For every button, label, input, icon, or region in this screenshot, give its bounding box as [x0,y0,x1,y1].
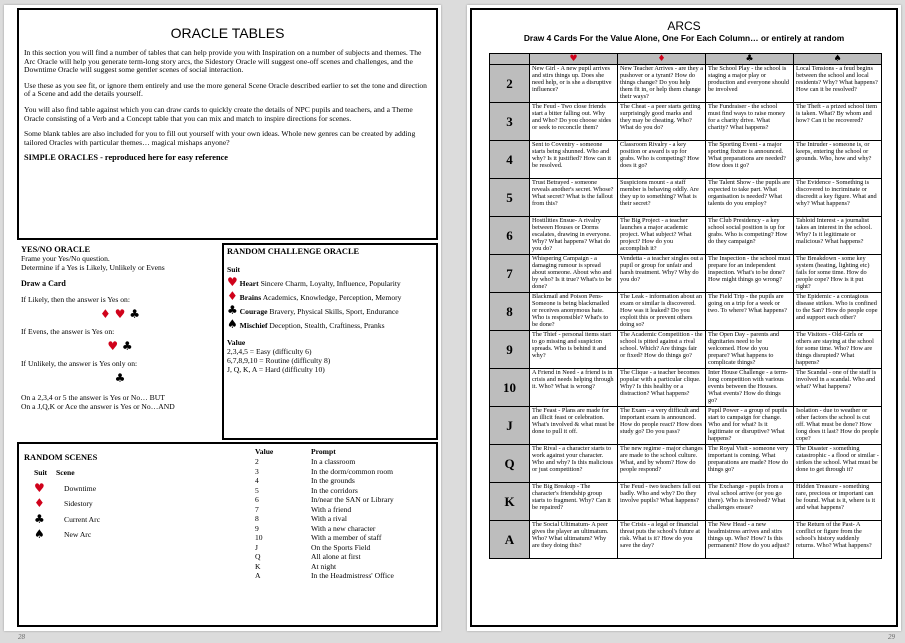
arc-value: 5 [490,179,530,217]
arc-cell: Hostilities Ensue- A rivalry between Houses or Dorms escalates, drawing in everyone. Why? What happens? What do you do? [530,217,618,255]
challenge-title: RANDOM CHALLENGE ORACLE [227,247,360,256]
suit-label: Suit [34,468,48,477]
prompt-row [255,524,394,534]
challenge-row [227,275,433,289]
arc-cell: Hidden Treasure - something rare, precious or important can be found. What is it, where is it and what happens? [794,483,882,521]
yesno-line: Frame your Yes/No question. [21,254,110,263]
scene-name: Sidestory [64,499,93,508]
club-icon: ♣ [121,339,133,353]
prompt-value: 9 [255,523,259,533]
arc-cell: Inter House Challenge - a term-long competition with various events between the Houses. What events? How do things go? [706,369,794,407]
arc-cell: The Return of the Past- A conflict or figure from the school's history suddenly returns. Who? What happens? [794,521,882,559]
scene-name: New Arc [64,530,92,539]
arc-value: 3 [490,103,530,141]
prompt-row [255,476,394,486]
arc-cell: The Social Ultimatum- A peer gives the player an ultimatum. Who? What ultimatum? Why are they doing this? [530,521,618,559]
arc-cell: The School Play - the school is staging a major play or production and everyone should be involved [706,65,794,103]
arc-value: A [490,521,530,559]
scene-row [34,527,100,541]
prompt-value: 2 [255,457,259,466]
prompt-value: 6 [255,495,259,504]
prompt-text: In/near the SAN or Library [311,495,394,504]
spade-icon: ♠ [794,54,882,65]
arc-value: 9 [490,331,530,369]
arc-row [490,141,882,179]
evens-suits [21,339,219,353]
arc-cell: The Open Day - parents and dignitaries need to be welcomed. How do you prepare? What happens to complicate things? [706,331,794,369]
prompt-text: With a rival [311,514,347,523]
diamond-icon: ♦ [227,289,238,303]
arc-cell: Whispering Campaign - a damaging rumour is spread about someone. About who and by who? Is it true? What's to be done? [530,255,618,293]
prompt-value: 10 [255,533,263,542]
arc-row [490,521,882,559]
arc-cell: Pupil Power - a group of pupils start to campaign for change. Who and for what? Is it legitimate or disruptive? What happens? [706,407,794,445]
challenge-text: Deception, Stealth, Craftiness, Pranks [269,321,385,330]
heart-icon: ♥ [227,275,238,289]
yesno-oracle [21,243,219,433]
arc-cell: Trust Betrayed - someone reveals another's secret. Whose? What secret? What is the fallout from this? [530,179,618,217]
challenge-text: Bravery, Physical Skills, Sport, Endurance [269,307,399,316]
arc-cell: The Clique - a teacher becomes popular with a particular clique. Why? Is this healthy or a distraction? What happens? [618,369,706,407]
arc-cell: Tabloid Interest - a journalist takes an interest in the school. Why? Is it legitimate or malicious? What happens? [794,217,882,255]
arc-cell: The Theft - a prized school item is taken. What? By whom and how? Can it be recovered? [794,103,882,141]
page-number: 28 [18,633,25,641]
spade-icon: ♠ [227,317,238,331]
arc-cell: The Field Trip - the pupils are going on a trip for a week or two. To where? What happens? [706,293,794,331]
scenes-title: RANDOM SCENES [24,453,98,462]
arc-row [490,179,882,217]
value-label: Value [227,338,246,347]
prompt-text: With a new character [311,523,376,533]
arc-cell: New Girl - A new pupil arrives and stirs things up. Does she need help, or is she a disruptive influence? [530,65,618,103]
arcs-body [490,65,882,559]
intro-paragraph: You will also find table against which you can draw cards to quickly create the details of NPC pupils and teachers, and a Theme Oracle consisting of a Verb and a Concept table that you can mix and match to inspire directions for scenes. [24,104,413,123]
yesno-title: YES/NO ORACLE [21,245,91,254]
club-icon: ♣ [114,371,126,385]
scene-label: Scene [56,468,75,477]
arc-cell: The Epidemic - a contagious disease strikes. Who is confined to the San? How do people cope and support each other? [794,293,882,331]
prompt-header [255,447,394,457]
right-page [467,5,901,641]
arc-row [490,255,882,293]
prompt-row [255,457,394,467]
arc-row [490,65,882,103]
arc-cell: The Talent Show - the pupils are expected to take part. What organisation is needed? What talents do you employ? [706,179,794,217]
prompt-value: Q [255,552,261,561]
prompt-row [255,486,394,496]
arc-cell: The new regime - major changes are made to the school culture. What, and by whom? How do people respond? [618,445,706,483]
arcs-header-row [490,54,882,65]
challenge-row [227,289,433,303]
prompt-value: 7 [255,504,259,514]
unlikely-text: If Unlikely, the answer is Yes only on: [21,359,138,368]
arc-cell: The Feud - Two close friends start a bitter falling out. Why and Who? Do you choose sides or seek to reconcile them? [530,103,618,141]
arc-row [490,407,882,445]
prompt-value: 8 [255,514,259,523]
arc-cell: The Disaster - something catastrophic - a flood or similar - strikes the school. What must be done to get through it? [794,445,882,483]
arc-row [490,445,882,483]
arcs-title: ARCS [667,19,701,33]
value-label: Value [255,447,274,456]
diamond-icon: ♦ [100,307,111,321]
arc-cell: A Friend in Need - a friend is in crisis and needs helping through it. Who? What is wrong? [530,369,618,407]
arc-cell: The Intruder - someone is, or keeps, entering the school or grounds. Who, how and why? [794,141,882,179]
arc-cell: The Academic Competition - the school is pitted against a rival school. Which? Are things fair or fixed? How do things go? [618,331,706,369]
arcs-table [489,53,882,559]
arc-cell: The Big Breakup - The character's friendship group starts to fragment. Why? Can it be repaired? [530,483,618,521]
arcs-subtitle: Draw 4 Cards For the Value Alone, One For Each Column… or entirely at random [523,33,845,43]
corner-cell [490,54,530,65]
scenes-header [34,468,100,478]
challenge-name: Brains [239,293,262,302]
arc-cell: The Sporting Event - a major sporting fixture is announced. What preparations are needed? How does it go? [706,141,794,179]
prompt-value: A [255,571,261,580]
prompt-value: 4 [255,476,259,485]
challenge-text: Sincere Charm, Loyalty, Influence, Popularity [260,279,401,288]
page-title: ORACLE TABLES [170,25,285,41]
prompt-text: With a member of staff [311,533,382,542]
challenge-name: Courage [239,307,268,316]
value-line: 2,3,4,5 = Easy (difficulty 6) [227,347,312,356]
prompt-row [255,562,394,572]
club-icon: ♣ [129,307,140,321]
prompt-row [255,533,394,543]
yesno-footnote: On a 2,3,4 or 5 the answer is Yes or No… BUT [21,393,165,402]
arc-cell: New Teacher Arrives - are they a pushover or a tyrant? How do things change? Do you help them fit in, or help them change their ways? [618,65,706,103]
left-page [4,5,441,641]
arc-cell: The New Head - a new headmistress arrives and stirs things up. Who? How? Is this permanent? How do you adjust? [706,521,794,559]
arc-row [490,483,882,521]
arc-cell: The Feast - Plans are made for an illicit feast or celebration. What's involved & what must be done to pull it off. [530,407,618,445]
prompt-value: K [255,561,261,571]
prompt-row [255,495,394,505]
prompt-row [255,505,394,515]
prompt-value: 3 [255,466,259,476]
random-scenes [17,442,438,627]
scene-name: Current Arc [64,514,101,524]
arc-cell: The Scandal - one of the staff is involved in a scandal. Who and what? What happens? [794,369,882,407]
arc-cell: The Leak - information about an exam or similar is discovered. How was it leaked? Do you exploit this or prevent others doing so? [618,293,706,331]
diamond-icon: ♦ [618,54,706,65]
arc-cell: The Breakdown - some key system (heating, lighting etc) fails for some time. How do people cope? How is it put right? [794,255,882,293]
prompt-value: J [255,542,258,552]
scenes-suit-column [34,468,100,540]
arc-cell: The Inspection - the school must prepare for an independent inspection. What's to be done? How might things go wrong? [706,255,794,293]
arc-cell: The Exam - a very difficult and important exam is announced. How do people react? How does study go? Do you pass? [618,407,706,445]
diamond-icon: ♦ [34,496,45,510]
challenge-text: Academics, Knowledge, Perception, Memory [262,293,402,302]
arc-row [490,369,882,407]
suit-label: Suit [227,265,241,274]
arc-cell: Suspicions mount - a staff member is behaving oddly. Are they up to something? What is their secret? [618,179,706,217]
arc-cell: Vendetta - a teacher singles out a pupil or group for unfair and harsh treatment. Why? Why do you do? [618,255,706,293]
intro-paragraph: Use these as you see fit, or ignore them entirely and use the more general Scene Oracle described earlier to set the tone and direction of a Scene and add the details yourself. [24,80,427,99]
arc-value: 6 [490,217,530,255]
value-line: 6,7,8,9,10 = Routine (difficulty 8) [227,356,331,365]
arc-value: 10 [490,369,530,407]
arc-row [490,217,882,255]
scene-row [34,496,100,510]
arc-cell: The Rival - a character starts to work against your character. Who and why? Is this malicious or just competition? [530,445,618,483]
challenge-oracle [222,243,438,440]
challenge-row [227,303,433,317]
challenge-name: Mischief [239,321,268,330]
prompt-text: On the Sports Field [311,542,371,552]
prompt-row [255,543,394,553]
arc-row [490,293,882,331]
evens-text: If Evens, the answer is Yes on: [21,327,115,336]
yesno-line: Determine if a Yes is Likely, Unlikely or Evens [21,263,165,272]
arc-cell: Classroom Rivalry - a key position or award is up for grabs. Who is competing? How does it go? [618,141,706,179]
club-icon: ♣ [706,54,794,65]
arc-cell: The Evidence - Something is discovered to incriminate or discredit a key figure. What and why? What happens? [794,179,882,217]
heart-icon: ♥ [34,480,45,495]
prompt-row [255,514,394,524]
prompt-text: In the dorm/common room [311,466,394,476]
challenge-name: Heart [239,279,259,288]
page-number: 29 [888,633,895,641]
prompt-text: In the corridors [311,485,358,495]
prompt-rows [255,457,394,581]
arc-row [490,331,882,369]
arc-value: J [490,407,530,445]
arc-cell: The Thief - personal items start to go missing and suspicion spreads. Who is behind it and why? [530,331,618,369]
arc-cell: Isolation - due to weather or other factors the school is cut off. What must be done? How long does it last? How do people cope? [794,407,882,445]
arc-cell: The Cheat - a peer starts getting surprisingly good marks and they may be cheating. Who? What do you do? [618,103,706,141]
yesno-footnote: On a J,Q,K or Ace the answer is Yes or No…AND [21,402,175,411]
arc-value: Q [490,445,530,483]
arc-cell: Blackmail and Poison Pens- Someone is being blackmailed or receives anonymous hate. Who is responsible? What's to be done? [530,293,618,331]
intro-frame [17,8,438,240]
prompt-label: Prompt [311,447,336,456]
intro-paragraph: Some blank tables are also included for you to fill out yourself with your own ideas. Whole new genres can be created by adding tailored Oracles with particular themes… magical mishaps anyone? [24,129,416,147]
prompt-value: 5 [255,485,259,495]
prompt-text: In a classroom [311,457,356,466]
heart-icon: ♥ [114,307,126,321]
scene-row [34,511,101,526]
arc-cell: The Royal Visit - someone very important is coming. What preparations are made? How do things go? [706,445,794,483]
likely-text: If Likely, then the answer is Yes on: [21,295,130,304]
arc-cell: The Fundraiser - the school must find ways to raise money for a charity drive. What charity? What happens? [706,103,794,141]
simple-oracles-heading: SIMPLE ORACLES - reproduced here for easy reference [24,153,228,163]
arc-cell: The Big Project - a teacher launches a major academic project. What subject? What project? How do you accomplish it? [618,217,706,255]
value-line: J, Q, K, A = Hard (difficulty 10) [227,365,325,374]
arc-cell: The Visitors - Old-Girls or others are staying at the school for some time. Who? How are things disrupted? What happens? [794,331,882,369]
arc-cell: Local Tensions - a feud begins between the school and local residents? Why? What happens? How can it be resolved? [794,65,882,103]
heart-icon: ♥ [107,339,119,353]
arc-value: K [490,483,530,521]
scene-row [34,480,100,495]
scene-name: Downtime [64,483,97,493]
arc-cell: The Crisis - a legal or financial threat puts the school's future at risk. What is it? How do you save the day? [618,521,706,559]
club-icon: ♣ [227,303,238,317]
arc-cell: The Club Presidency - a key school social position is up for grabs. Who is competing? How do they campaign? [706,217,794,255]
heart-icon: ♥ [530,54,618,65]
likely-suits [21,307,219,321]
draw-card-label: Draw a Card [21,279,66,288]
prompt-text: With a friend [311,504,352,514]
prompt-row [255,552,394,562]
club-icon: ♣ [34,511,45,526]
spade-icon: ♠ [34,527,45,541]
arc-value: 4 [490,141,530,179]
arc-cell: The Exchange - pupils from a rival school arrive (or you go there). Who is involved? What challenges ensue? [706,483,794,521]
arc-cell: Sent to Coventry - someone starts being shunned. Who and why? Is it justified? How can it be resolved. [530,141,618,179]
prompt-text: All alone at first [311,552,361,561]
arc-value: 7 [490,255,530,293]
intro-paragraph: In this section you will find a number of tables that can help provide you with Inspiration on a number of subjects and themes. The Arc Oracle will help you generate term-long story arcs, the Sidestory Oracle will suggest one-off scenes and challenges, and the Downtime Oracle will suggest some gentler scenes of social interaction. [24,48,422,75]
prompt-row [255,571,394,581]
arc-cell: The Feud - two teachers fall out badly. Who and why? Do they involve pupils? What happens? [618,483,706,521]
arc-value: 8 [490,293,530,331]
unlikely-suits [21,371,219,385]
prompt-text: In the grounds [311,476,355,485]
arc-row [490,103,882,141]
arc-value: 2 [490,65,530,103]
prompt-text: In the Headmistress' Office [311,571,394,580]
prompt-text: At night [311,561,337,571]
prompt-row [255,467,394,477]
challenge-row [227,317,433,331]
scenes-prompt-table [255,447,394,581]
